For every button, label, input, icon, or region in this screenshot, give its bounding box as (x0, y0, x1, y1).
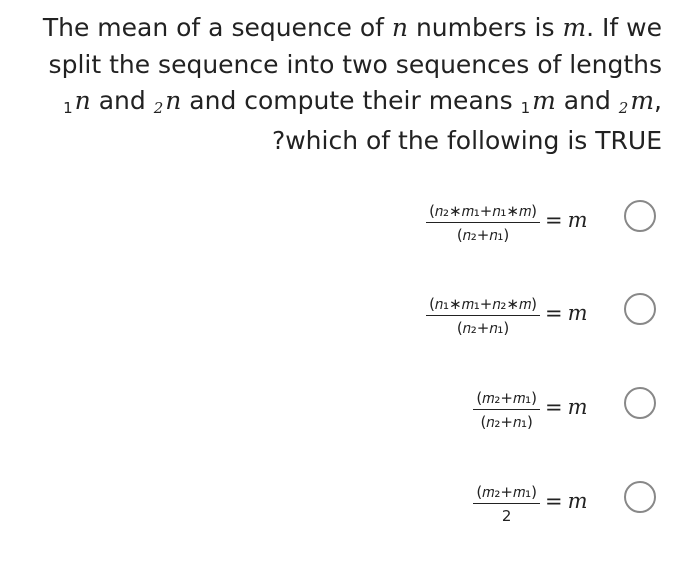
variable-m2: m (630, 86, 655, 115)
answer-option-3[interactable] (380, 383, 680, 453)
variable-m1: m (532, 86, 556, 115)
question-text (30, 10, 662, 159)
variable-m: m (567, 395, 588, 419)
formula-denominator: (𝑛₂+𝑛₁) (480, 413, 533, 431)
radio-button[interactable] (624, 200, 656, 232)
formula-rhs (545, 489, 588, 513)
formula-denominator: (𝑛₂+𝑛₁) (456, 226, 510, 244)
subscript-2: 2 (153, 99, 164, 117)
formula-denominator: (𝑛₂+𝑛₁) (456, 319, 510, 337)
option-formula (426, 297, 540, 336)
question-text-segment: numbers is (408, 13, 563, 42)
option-formula (473, 391, 540, 430)
question-line-2: split the sequence into two sequences of lengths (48, 49, 662, 79)
answer-option-2[interactable] (380, 289, 680, 359)
subscript-1: 1 (63, 99, 73, 117)
question-text-segment: and compute their means (181, 86, 521, 115)
variable-m: m (562, 13, 587, 42)
question-text-segment: , (654, 86, 662, 115)
formula-rhs (545, 301, 588, 325)
equals-sign: = (545, 395, 563, 419)
formula-numerator: (𝑛₂∗𝑚₁+𝑛₁∗𝑚) (426, 204, 540, 223)
variable-m: m (567, 489, 588, 513)
answer-option-1[interactable] (380, 196, 680, 266)
question-text-segment: . If we (586, 13, 662, 42)
subscript-1: 1 (520, 99, 531, 117)
formula-numerator: (𝑚₂+𝑚₁) (473, 391, 540, 410)
variable-n: n (391, 13, 409, 42)
variable-n2: n (165, 86, 182, 115)
option-formula (426, 204, 540, 243)
question-line-1 (30, 10, 662, 47)
question-text-segment: and (90, 86, 154, 115)
equals-sign: = (545, 489, 563, 513)
radio-button[interactable] (624, 293, 656, 325)
question-line-4: ?which of the following is TRUE (271, 125, 662, 155)
variable-n1: n (74, 86, 91, 115)
variable-m: m (567, 208, 588, 232)
question-text-segment: and (555, 86, 619, 115)
formula-numerator: (𝑚₂+𝑚₁) (473, 485, 540, 504)
option-formula (473, 485, 540, 524)
radio-button[interactable] (624, 481, 656, 513)
formula-rhs (545, 208, 588, 232)
answer-option-4[interactable] (380, 477, 680, 547)
equals-sign: = (545, 301, 563, 325)
formula-denominator: 2 (501, 507, 512, 525)
question-text-segment: The mean of a sequence of (42, 13, 392, 42)
equals-sign: = (545, 208, 563, 232)
formula-numerator: (𝑛₁∗𝑚₁+𝑛₂∗𝑚) (426, 297, 540, 316)
subscript-2: 2 (618, 99, 629, 117)
question-line-3 (30, 83, 662, 123)
radio-button[interactable] (624, 387, 656, 419)
variable-m: m (567, 301, 588, 325)
formula-rhs (545, 395, 588, 419)
